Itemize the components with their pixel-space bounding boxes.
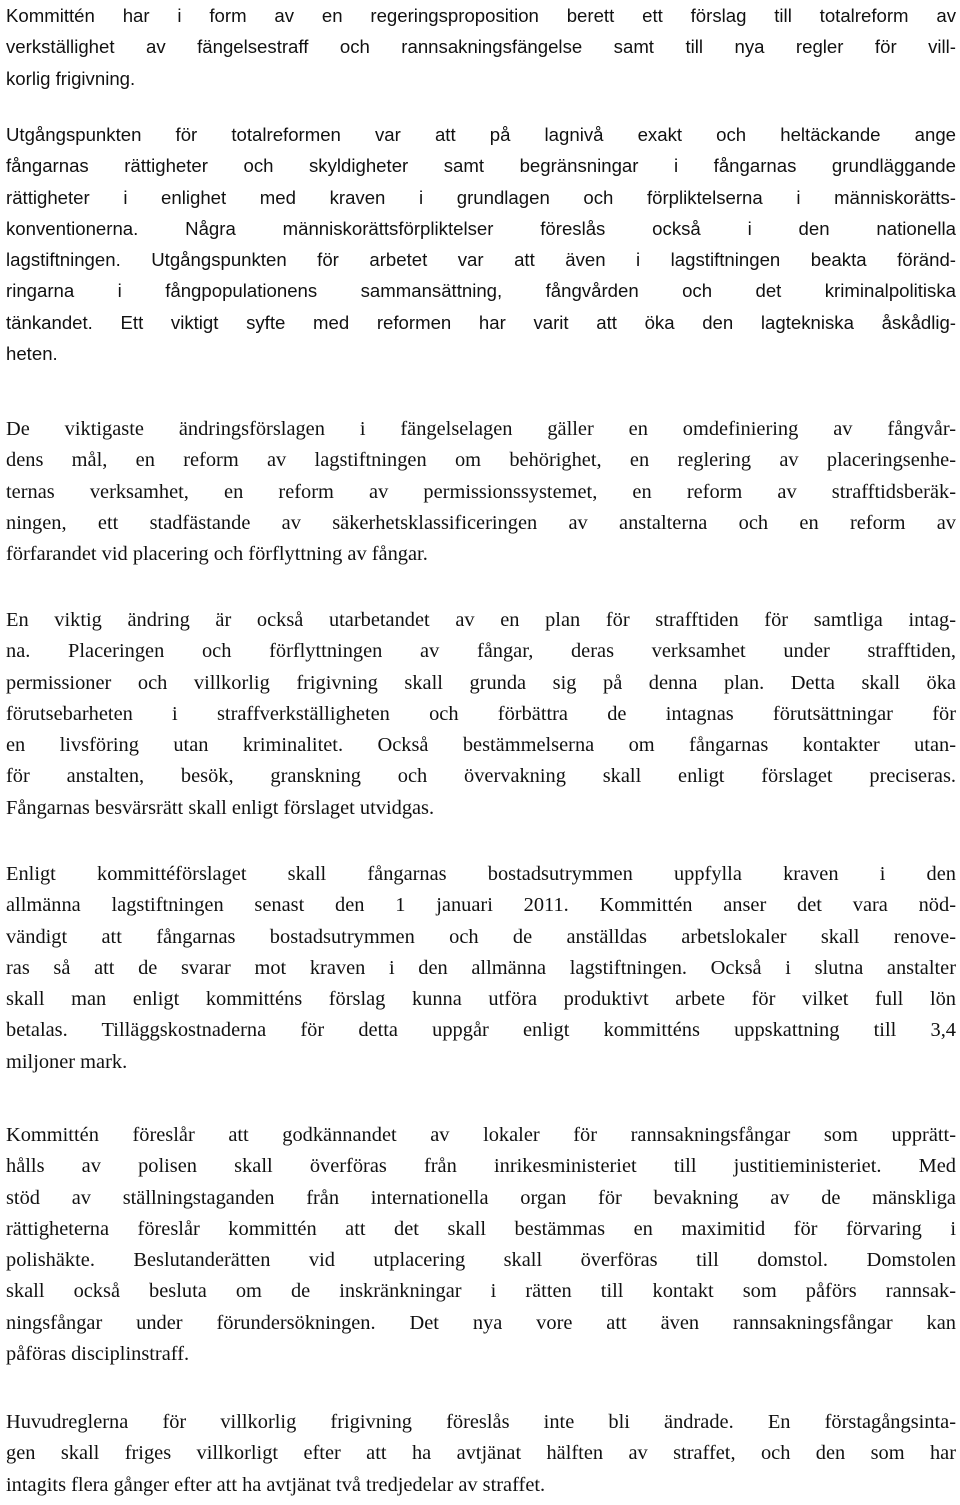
text-line: allmänna lagstiftningen senast den 1 januari 2011. Kommittén anser det vara nöd- xyxy=(6,894,956,917)
paragraph-5 xyxy=(6,859,956,1078)
text-line: De viktigaste ändringsförslagen i fängelselagen gäller en omdefiniering av fångvår- xyxy=(6,418,956,440)
text-line: stöd av ställningstaganden från internationella organ för bevakning av de mänskliga xyxy=(6,1186,956,1209)
text-line: för anstalten, besök, granskning och övervakning skall enligt förslaget preciseras. xyxy=(6,765,956,788)
text-line: ningsfångar under förundersökningen. Det nya vore att även rannsakningsfångar kan xyxy=(6,1311,956,1334)
paragraph-1 xyxy=(6,0,956,94)
text-line: förutsebarheten i straffverkställigheten och förbättra de intagnas förutsättningar för xyxy=(6,702,956,725)
paragraph-2 xyxy=(6,119,956,369)
text-line: Kommittén har i form av en regeringsproposition berett ett förslag till totalreform av xyxy=(6,5,956,26)
text-line: tänkandet. Ett viktigt syfte med reformen har varit att öka den lagtekniska åskådlig- xyxy=(6,311,956,333)
text-line: Kommittén föreslår att godkännandet av lokaler för rannsakningsfångar som upprätt- xyxy=(6,1124,956,1146)
paragraph-6 xyxy=(6,1120,956,1370)
text-line: intagits flera gånger efter att ha avtjänat två tredjedelar av straffet. xyxy=(6,1473,546,1496)
paragraph-4 xyxy=(6,605,956,824)
text-line: polishäkte. Beslutanderätten vid utplacering skall överföras till domstol. Domstolen xyxy=(6,1249,956,1272)
text-line: rättigheterna föreslår kommittén att det skall bestämmas en maximitid för förvaring i xyxy=(6,1217,956,1240)
text-line: ringarna i fångpopulationens sammansättning, fångvården och det kriminalpolitiska xyxy=(6,280,956,302)
paragraph-7 xyxy=(6,1407,956,1501)
text-line: En viktig ändring är också utarbetandet av en plan för strafftiden för samtliga intag- xyxy=(6,609,956,631)
text-line: skall också besluta om de inskränkningar i rätten till kontakt som påförs rannsak- xyxy=(6,1280,956,1303)
text-line: miljoner mark. xyxy=(6,1050,128,1073)
text-line: fångarnas rättigheter och skyldigheter samt begränsningar i fångarnas grundläggande xyxy=(6,155,956,177)
text-line: Utgångspunkten för totalreformen var att på lagnivå exakt och heltäckande ange xyxy=(6,124,956,145)
text-line: en livsföring utan kriminalitet. Också bestämmelserna om fångarnas kontakter utan- xyxy=(6,734,956,757)
paragraph-3 xyxy=(6,414,956,570)
text-line: ningen, ett stadfästande av säkerhetsklassificeringen av anstalterna och en reform av xyxy=(6,511,956,534)
text-line: hålls av polisen skall överföras från inrikesministeriet till justitieministeriet. Med xyxy=(6,1155,956,1178)
text-line: gen skall friges villkorligt efter att ha avtjänat hälften av straffet, och den som har xyxy=(6,1442,956,1465)
text-line: Enligt kommittéförslaget skall fångarnas bostadsutrymmen uppfylla kraven i den xyxy=(6,863,956,885)
text-line: permissioner och villkorlig frigivning skall grunda sig på denna plan. Detta skall öka xyxy=(6,671,956,694)
text-line: Fångarnas besvärsrätt skall enligt förslaget utvidgas. xyxy=(6,796,435,819)
text-line: na. Placeringen och förflyttningen av fångar, deras verksamhet under strafftiden, xyxy=(6,640,956,663)
text-line: vändigt att fångarnas bostadsutrymmen och de anställdas arbetslokaler skall renove- xyxy=(6,925,956,948)
text-line: konventionerna. Några människorättsförpliktelser föreslås också i den nationella xyxy=(6,217,956,239)
text-line: ternas verksamhet, en reform av permissionssystemet, en reform av strafftidsberäk- xyxy=(6,480,956,503)
text-line: förfarandet vid placering och förflyttning av fångar. xyxy=(6,543,428,566)
text-line: betalas. Tilläggskostnaderna för detta uppgår enligt kommitténs uppskattning till 3,4 xyxy=(6,1019,956,1042)
text-line: dens mål, en reform av lagstiftningen om behörighet, en reglering av placeringsenhe- xyxy=(6,449,956,472)
text-line: påföras disciplinstraff. xyxy=(6,1343,190,1366)
text-line: heten. xyxy=(6,343,58,365)
text-line: ras så att de svarar mot kraven i den allmänna lagstiftningen. Också i slutna anstalter xyxy=(6,956,956,979)
text-line: lagstiftningen. Utgångspunkten för arbetet var att även i lagstiftningen beakta föränd- xyxy=(6,249,956,271)
text-line: rättigheter i enlighet med kraven i grundlagen och förpliktelserna i människorätts- xyxy=(6,186,956,208)
text-line: skall man enligt kommitténs förslag kunna utföra produktivt arbete för vilket full lön xyxy=(6,988,956,1011)
text-line: Huvudreglerna för villkorlig frigivning föreslås inte bli ändrade. En förstagångsinta- xyxy=(6,1411,956,1433)
text-line: verkställighet av fängelsestraff och rannsakningsfängelse samt till nya regler för vill- xyxy=(6,36,956,58)
text-line: korlig frigivning. xyxy=(6,67,136,89)
